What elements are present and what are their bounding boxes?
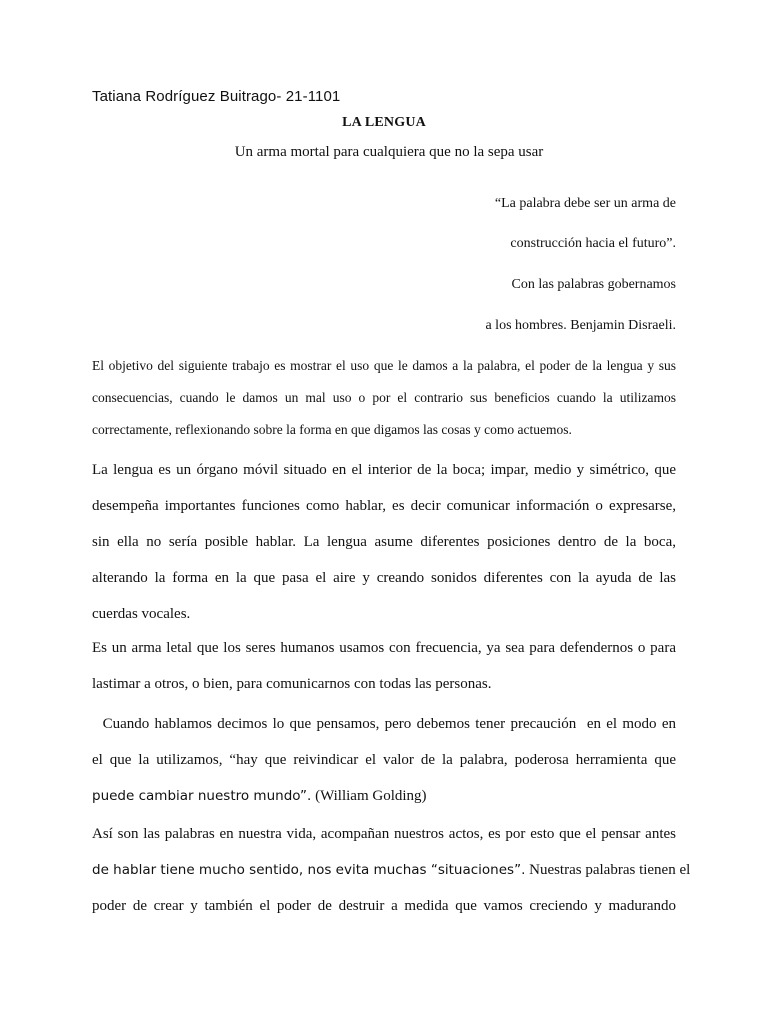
citation: (William Golding) <box>311 788 427 804</box>
paragraph-definition <box>92 452 676 632</box>
text-line: poder de crear y también el poder de destruir a medida que vamos creciendo y madurando <box>92 898 676 914</box>
epigraph-line: a los hombres. Benjamin Disraeli. <box>485 318 676 333</box>
paragraph-speaking <box>92 706 676 814</box>
text-line: Cuando hablamos decimos lo que pensamos, pero debemos tener precaución en el modo en <box>92 716 676 732</box>
handwritten-style-text: puede cambiar nuestro mundo”. <box>92 788 312 804</box>
text-line: consecuencias, cuando le damos un mal uso o por el contrario sus beneficios cuando la utilizamos <box>92 390 676 405</box>
text-line: Así son las palabras en nuestra vida, acompañan nuestros actos, es por esto que el pensar antes <box>92 826 676 842</box>
text-line: desempeña importantes funciones como hablar, es decir comunicar información o expresarse, <box>92 498 676 514</box>
text-line: lastimar a otros, o bien, para comunicarnos con todas las personas. <box>92 676 492 692</box>
paragraph-objective <box>92 350 676 446</box>
author-line: Tatiana Rodríguez Buitrago- 21-1101 <box>92 88 341 105</box>
paragraph-words <box>92 816 691 924</box>
text-line: alterando la forma en la que pasa el aire y creando sonidos diferentes con la ayuda de las <box>92 570 676 586</box>
text-line <box>92 852 691 888</box>
epigraph-line: construcción hacia el futuro”. <box>510 236 676 251</box>
handwritten-style-text: de hablar tiene mucho sentido, nos evita muchas “situaciones”. <box>92 862 526 878</box>
text-line: sin ella no sería posible hablar. La lengua asume diferentes posiciones dentro de la boca, <box>92 534 676 550</box>
text-line <box>92 778 676 814</box>
epigraph-line: “La palabra debe ser un arma de <box>494 196 676 211</box>
document-subtitle: Un arma mortal para cualquiera que no la sepa usar <box>234 144 544 160</box>
text-line: La lengua es un órgano móvil situado en el interior de la boca; impar, medio y simétrico, que <box>92 462 676 478</box>
text-line: correctamente, reflexionando sobre la forma en que digamos las cosas y como actuemos. <box>92 422 572 437</box>
text-line: cuerdas vocales. <box>92 606 191 622</box>
paragraph-weapon <box>92 630 676 702</box>
text-line: El objetivo del siguiente trabajo es mostrar el uso que le damos a la palabra, el poder de la lengua y sus <box>92 358 676 373</box>
epigraph-line: Con las palabras gobernamos <box>511 277 676 292</box>
text-line: el que la utilizamos, “hay que reivindicar el valor de la palabra, poderosa herramienta que <box>92 752 676 768</box>
document-title: LA LENGUA <box>342 115 426 130</box>
text-line: Es un arma letal que los seres humanos usamos con frecuencia, ya sea para defendernos o para <box>92 640 676 656</box>
text-segment: Nuestras palabras tienen el <box>525 862 691 878</box>
